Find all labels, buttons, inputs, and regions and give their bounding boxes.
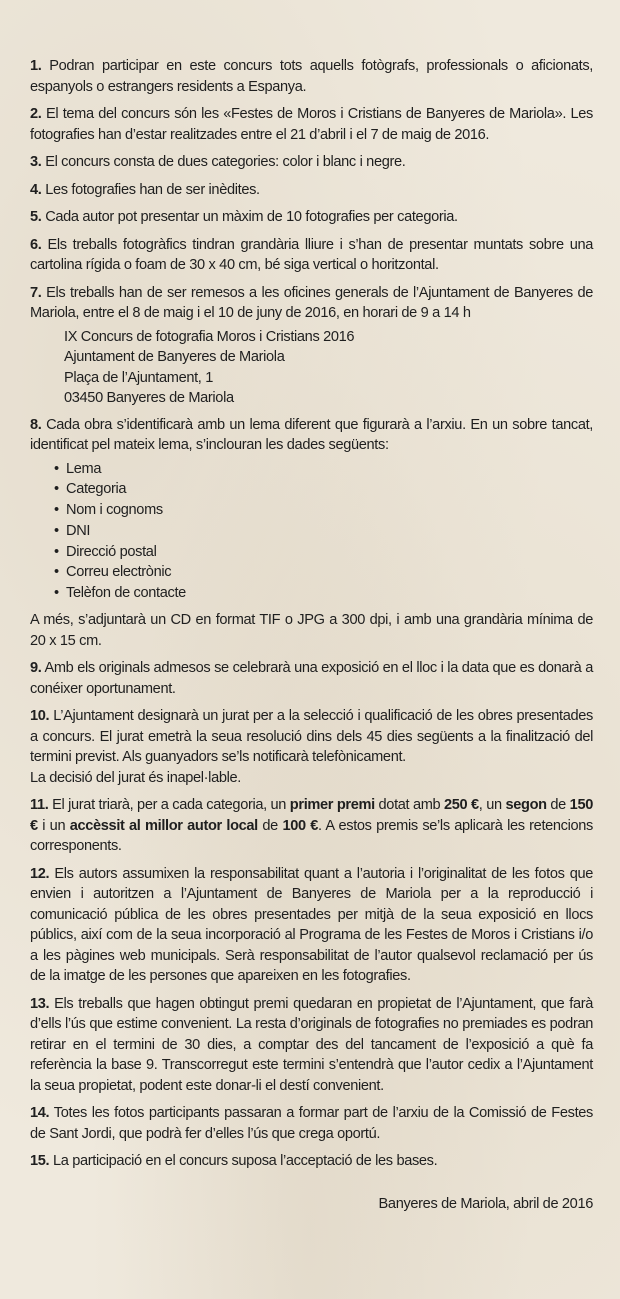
rule-4 — [30, 180, 593, 201]
rule-text: El jurat triarà, per a cada categoria, un — [48, 797, 290, 814]
rule-13 — [30, 994, 593, 1097]
rule-3 — [30, 152, 593, 173]
rule-number: 4. — [30, 181, 42, 198]
rule-number: 2. — [30, 106, 42, 122]
rule-number: 9. — [30, 660, 42, 677]
rule-number: 11. — [30, 797, 49, 814]
rule-number: 6. — [30, 236, 42, 253]
rule-9 — [30, 658, 593, 699]
rule-text: Cada obra s’identificarà amb un lema diferent que figurarà a l’arxiu. En un sobre tancat, identificat pel mateix lema, s’inclouran les dades següents: — [30, 416, 593, 453]
rule-text: Els treballs fotogràfics tindran grandària lliure i s’han de presentar muntats sobre una cartolina rígida o foam de 30 x 40 cm, bé siga vertical o horitzontal. — [30, 236, 593, 273]
rule-1 — [30, 56, 593, 97]
rule-6 — [30, 235, 593, 276]
rule-text: Els treballs han de ser remesos a les oficines generals de l’Ajuntament de Banyeres de Mariola, entre el 8 de maig i el 10 de juny de 2016, en horari de 9 a 14 h — [30, 284, 593, 321]
jury-note: La decisió del jurat és inapel·lable. — [30, 769, 241, 786]
rule-number: 3. — [30, 154, 42, 170]
rule-5 — [30, 207, 593, 228]
rule-text: Els treballs que hagen obtingut premi quedaran en propietat de l’Ajuntament, que farà d’ells l’ús que estime convenient. La resta d’originals de fotografies no premiades es podran retirar en el termini de 30 dies, a comptar des del tancament de l’exposició a què fa referència la base 9. Transcorregut este termini s’entendrà que l’autor cedix a l’Ajuntament la seua propietat, podent este donar-li el destí convenient. — [30, 995, 593, 1094]
rule-text: de — [257, 817, 283, 834]
rule-15 — [30, 1151, 593, 1172]
rules-list — [30, 56, 593, 1172]
rule-text: Podran participar en este concurs tots aquells fotògrafs, professionals o aficionats, espanyols o estrangers residents a Espanya. — [30, 58, 593, 95]
rule-14 — [30, 1103, 593, 1144]
rule-text: La participació en el concurs suposa l’acceptació de les bases. — [49, 1153, 438, 1170]
rule-12 — [30, 864, 593, 987]
address-line: IX Concurs de fotografia Moros i Cristians 2016 — [64, 328, 355, 345]
required-data-list — [30, 459, 593, 605]
rule-number: 13. — [30, 995, 50, 1012]
rule-text: Cada autor pot presentar un màxim de 10 fotografies per categoria. — [41, 209, 458, 225]
rule-text: , un — [478, 797, 506, 814]
rule-7 — [30, 283, 593, 324]
list-item: • Telèfon de contacte — [66, 583, 593, 604]
bold-text: primer premi — [289, 797, 375, 814]
rule-number: 8. — [30, 416, 42, 433]
address-line: Plaça de l’Ajuntament, 1 — [64, 369, 213, 386]
rule-text: de — [546, 797, 570, 814]
rule-number: 5. — [30, 209, 42, 225]
rule-number: 1. — [30, 58, 42, 74]
rule-text: Els autors assumixen la responsabilitat quant a l’autoria i l’originalitat de les fotos que envien i autoritzen a l’Ajuntament de Banyeres de Mariola per a la reproducció i comunicació pública de les obres presentades per mitjà de la seua exposició en llocs públics, així com de la seua incorporació al Programa de les Festes de Moros i Cristians i/o a les pàgines web municipals. Serà responsabilitat de l’autor qualsevol reclamació per ús de la imatge de les persones que apareixen en les fotografies. — [30, 865, 593, 985]
bold-text: 150 € — [30, 797, 593, 834]
rule-number: 10. — [30, 708, 50, 725]
rule-2 — [30, 104, 593, 145]
rule-number: 7. — [30, 284, 42, 301]
list-item: • Direcció postal — [66, 542, 593, 563]
address-line: Ajuntament de Banyeres de Mariola — [64, 349, 285, 365]
rule-text: El tema del concurs són les «Festes de Moros i Cristians de Banyeres de Mariola». Les fotografies han d’estar realitzades entre el 21 d’abril i el 7 de maig de 2016. — [30, 106, 593, 143]
list-item: • DNI — [66, 521, 593, 542]
rule-number: 15. — [30, 1153, 50, 1170]
rules-document — [30, 56, 593, 1214]
rule-text: L’Ajuntament designarà un jurat per a la selecció i qualificació de les obres presentades a concurs. El jurat emetrà la seua resolució dins dels 45 dies següents a la finalització del termini previst. Als guanyadors se’ls notificarà telefònicament. — [30, 708, 593, 766]
rule-text: . A estos premis se’ls aplicarà les retencions corresponents. — [30, 817, 594, 855]
rule-text: Totes les fotos participants passaran a formar part de l’arxiu de la Comissió de Festes de Sant Jordi, que podrà fer d’elles l’ús que crega oportú. — [30, 1105, 593, 1142]
postal-address — [64, 327, 593, 409]
list-item: • Correu electrònic — [66, 562, 593, 583]
list-item: • Lema — [66, 459, 593, 480]
rule-8 — [30, 415, 593, 456]
rule-number: 14. — [30, 1105, 50, 1122]
rule-text: Les fotografies han de ser inèdites. — [41, 181, 260, 198]
rule-text: dotat amb — [374, 797, 445, 814]
rule-11 — [30, 795, 593, 857]
rule-text: Amb els originals admesos se celebrarà una exposició en el lloc i la data que es donarà a conéixer oportunament. — [30, 660, 593, 697]
rule-text: i un — [37, 817, 70, 834]
list-item: • Categoria — [66, 479, 593, 500]
rule-text: El concurs consta de dues categories: color i blanc i negre. — [41, 154, 406, 170]
rule-10 — [30, 706, 593, 788]
list-item: • Nom i cognoms — [66, 500, 593, 521]
bold-text: segon — [505, 797, 547, 814]
signature: Banyeres de Mariola, abril de 2016 — [378, 1195, 593, 1212]
rule-number: 12. — [30, 865, 50, 882]
address-line: 03450 Banyeres de Mariola — [64, 390, 234, 406]
bold-text: 100 € — [282, 817, 319, 834]
rule-8-note: A més, s’adjuntarà un CD en format TIF o JPG a 300 dpi, i amb una grandària mínima de 20 x 15 cm. — [30, 612, 593, 649]
bold-text: 250 € — [444, 797, 479, 814]
bold-text: accèssit al millor autor local — [69, 817, 258, 834]
